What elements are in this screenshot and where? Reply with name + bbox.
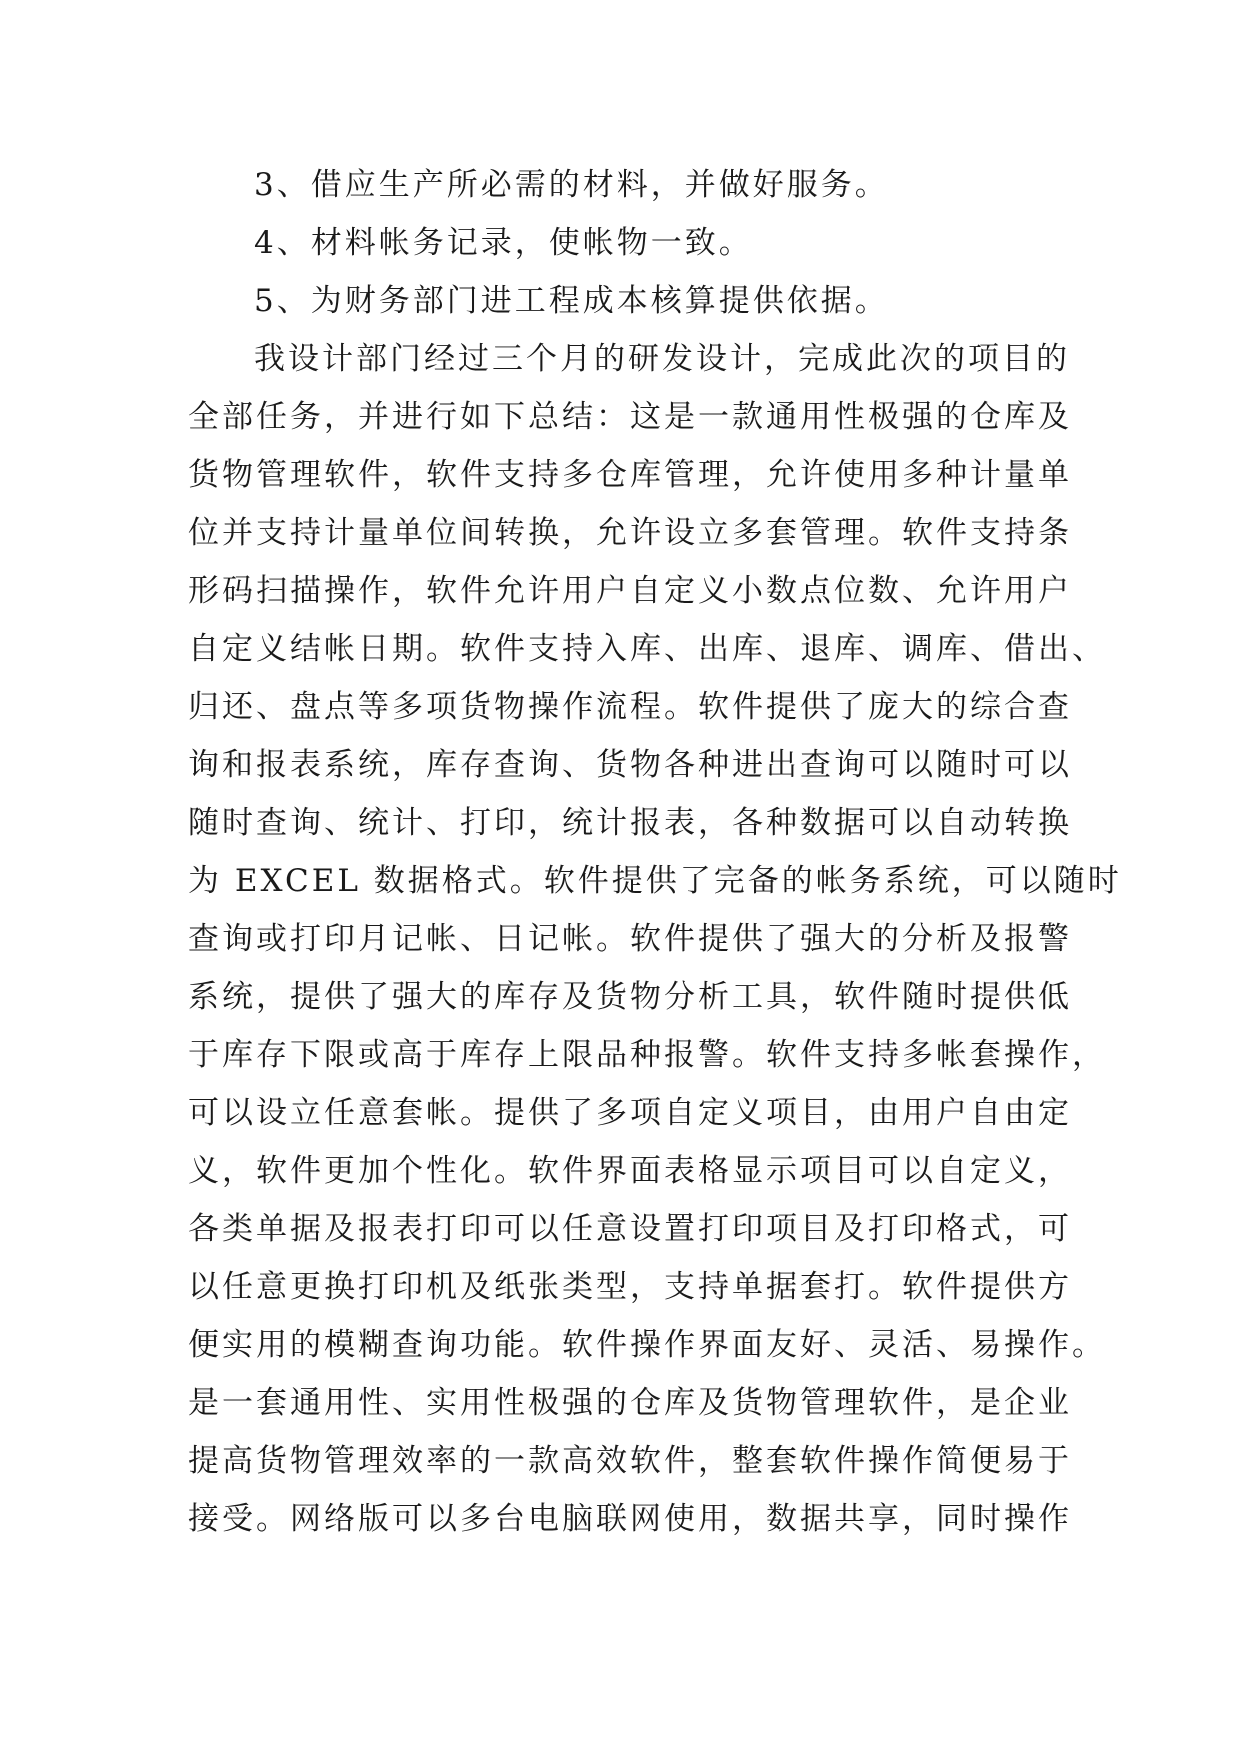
paragraph-line: 各类单据及报表打印可以任意设置打印项目及打印格式，可 <box>188 1211 1072 1247</box>
paragraph-line: 义，软件更加个性化。软件界面表格显示项目可以自定义， <box>188 1153 1072 1189</box>
paragraph-line: 为 EXCEL 数据格式。软件提供了完备的帐务系统，可以随时 <box>188 863 1122 899</box>
paragraph-line: 以任意更换打印机及纸张类型，支持单据套打。软件提供方 <box>188 1269 1072 1305</box>
paragraph-line: 可以设立任意套帐。提供了多项自定义项目，由用户自由定 <box>188 1095 1072 1131</box>
paragraph-line: 随时查询、统计、打印，统计报表，各种数据可以自动转换 <box>188 805 1072 841</box>
paragraph-line: 接受。网络版可以多台电脑联网使用，数据共享，同时操作 <box>188 1501 1072 1537</box>
list-item: 4、材料帐务记录，使帐物一致。 <box>254 225 753 261</box>
paragraph-line: 系统，提供了强大的库存及货物分析工具，软件随时提供低 <box>188 979 1072 1015</box>
paragraph-line: 便实用的模糊查询功能。软件操作界面友好、灵活、易操作。 <box>188 1327 1106 1363</box>
list-item: 5、为财务部门进工程成本核算提供依据。 <box>254 283 889 319</box>
paragraph-line: 归还、盘点等多项货物操作流程。软件提供了庞大的综合查 <box>188 689 1072 725</box>
paragraph-line: 提高货物管理效率的一款高效软件，整套软件操作简便易于 <box>188 1443 1072 1479</box>
paragraph-line: 自定义结帐日期。软件支持入库、出库、退库、调库、借出、 <box>188 631 1106 667</box>
paragraph-line: 是一套通用性、实用性极强的仓库及货物管理软件，是企业 <box>188 1385 1072 1421</box>
paragraph-line: 全部任务，并进行如下总结：这是一款通用性极强的仓库及 <box>188 399 1072 435</box>
document-body <box>188 156 1122 1548</box>
paragraph-line: 我设计部门经过三个月的研发设计，完成此次的项目的 <box>254 341 1070 377</box>
paragraph-line: 询和报表系统，库存查询、货物各种进出查询可以随时可以 <box>188 747 1072 783</box>
paragraph-line: 于库存下限或高于库存上限品种报警。软件支持多帐套操作， <box>188 1037 1106 1073</box>
paragraph-line: 位并支持计量单位间转换，允许设立多套管理。软件支持条 <box>188 515 1072 551</box>
paragraph-line: 货物管理软件，软件支持多仓库管理，允许使用多种计量单 <box>188 457 1072 493</box>
list-item: 3、借应生产所必需的材料，并做好服务。 <box>254 167 889 203</box>
paragraph-line: 查询或打印月记帐、日记帐。软件提供了强大的分析及报警 <box>188 921 1072 957</box>
paragraph-line: 形码扫描操作，软件允许用户自定义小数点位数、允许用户 <box>188 573 1072 609</box>
